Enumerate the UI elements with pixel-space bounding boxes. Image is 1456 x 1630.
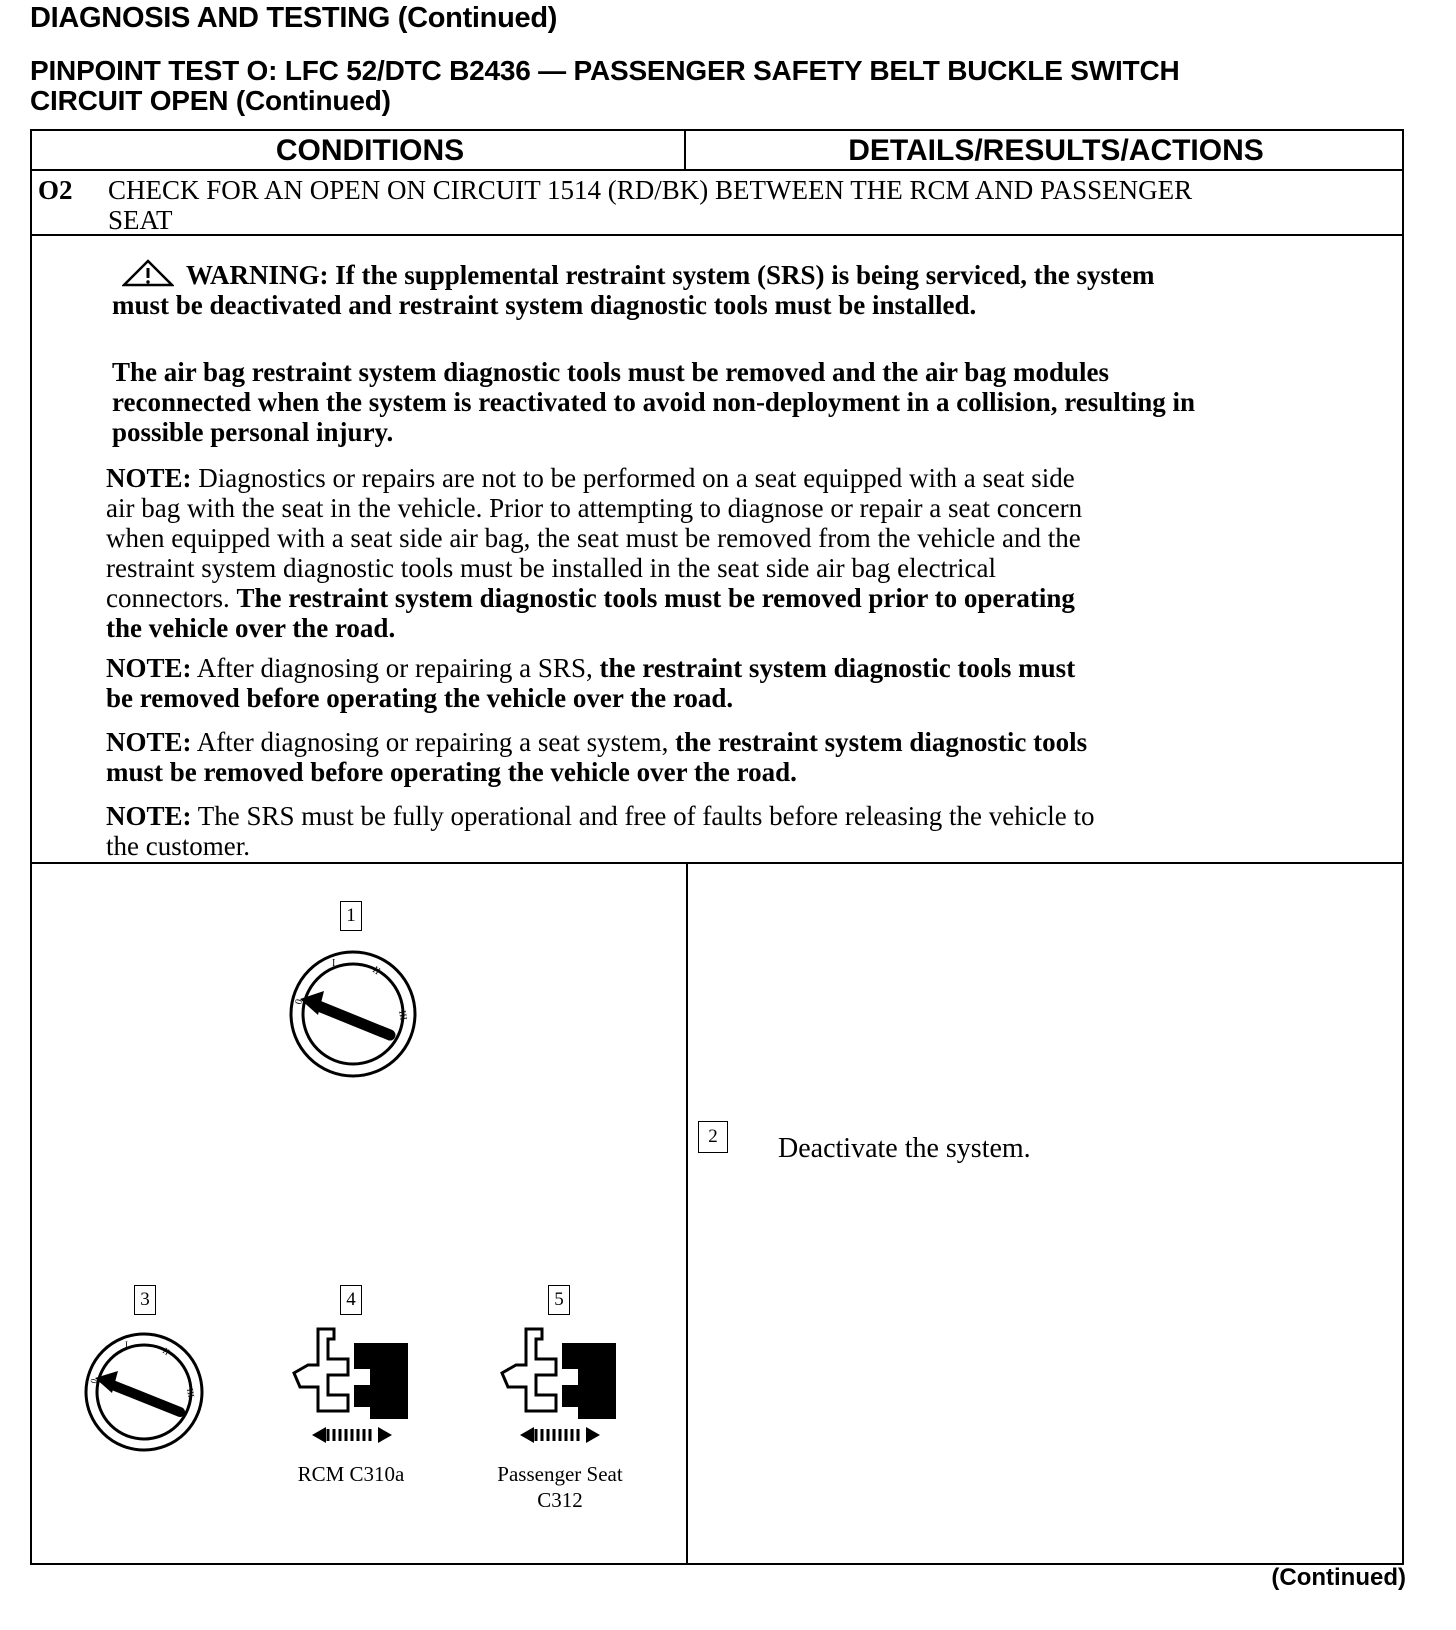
- warning-line-2: must be deactivated and restraint system diagnostic tools must be installed.: [112, 290, 977, 320]
- note-after-seat-system: [106, 727, 1196, 787]
- pinpoint-test-title: [30, 56, 1410, 116]
- ignition-switch-off-icon-2: [82, 1330, 206, 1454]
- note-text-bold: the vehicle over the road.: [106, 613, 396, 643]
- pinpoint-test-table: [30, 129, 1404, 1565]
- step-title-line-2: SEAT: [108, 205, 173, 235]
- note-text: connectors.: [106, 583, 237, 613]
- note-srs-operational: [106, 801, 1196, 861]
- details-column-header: DETAILS/RESULTS/ACTIONS: [848, 134, 1264, 167]
- note-text: restraint system diagnostic tools must be installed in the seat side air bag electrical: [106, 553, 997, 583]
- header-column-divider: [684, 131, 686, 171]
- warning-para2-line-3: possible personal injury.: [112, 417, 394, 447]
- note-text: After diagnosing or repairing a SRS,: [191, 653, 600, 683]
- ignition-mark: III: [185, 1387, 197, 1399]
- note-text-bold: be removed before operating the vehicle over the road.: [106, 683, 734, 713]
- test-title-line-2: CIRCUIT OPEN (Continued): [30, 85, 391, 116]
- warning-paragraph: [112, 259, 1342, 320]
- note-text: air bag with the seat in the vehicle. Prior to attempting to diagnose or repair a seat concern: [106, 493, 1083, 523]
- ignition-mark: 0: [88, 1377, 100, 1385]
- warning-text-1: WARNING: If the supplemental restraint system (SRS) is being serviced, the system: [186, 260, 1155, 290]
- ignition-mark: III: [396, 1009, 409, 1022]
- note-text: After diagnosing or repairing a seat system,: [191, 727, 676, 757]
- callout-5: 5: [548, 1285, 570, 1315]
- step-title: [108, 175, 1358, 235]
- warning-paragraph-2: [112, 357, 1342, 447]
- warning-triangle-icon: [122, 259, 174, 287]
- note-text-bold: the restraint system diagnostic tools: [675, 727, 1088, 757]
- conditions-column-header: CONDITIONS: [275, 134, 465, 167]
- note-after-srs: [106, 653, 1196, 713]
- note-label: NOTE:: [106, 801, 192, 831]
- continued-label: (Continued): [1271, 1564, 1406, 1591]
- note-text-bold: The restraint system diagnostic tools must be removed prior to operating: [236, 583, 1075, 613]
- warning-line-1: [112, 259, 1342, 290]
- note-label: NOTE:: [106, 653, 192, 683]
- callout-2: 2: [698, 1121, 728, 1153]
- caption-line: Passenger Seat: [497, 1462, 623, 1486]
- disconnect-connector-rcm-icon: [288, 1325, 414, 1449]
- ignition-switch-off-icon: [286, 947, 420, 1081]
- step-number: O2: [38, 175, 73, 205]
- note-text: The SRS must be fully operational and free of faults before releasing the vehicle to: [191, 801, 1095, 831]
- step-divider: [32, 234, 1402, 236]
- illustration-column-divider: [686, 863, 688, 1565]
- note-label: NOTE:: [106, 727, 192, 757]
- note-text: Diagnostics or repairs are not to be performed on a seat equipped with a seat side: [191, 463, 1075, 493]
- step-title-line-1: CHECK FOR AN OPEN ON CIRCUIT 1514 (RD/BK) BETWEEN THE RCM AND PASSENGER: [108, 175, 1193, 205]
- note-seat-side-airbag: [106, 463, 1196, 643]
- callout-1: 1: [340, 901, 362, 931]
- callout-4: 4: [340, 1285, 362, 1315]
- ignition-mark: II: [370, 964, 383, 978]
- note-text-bold: must be removed before operating the vehicle over the road.: [106, 757, 797, 787]
- test-title-line-1: PINPOINT TEST O: LFC 52/DTC B2436 — PASSENGER SAFETY BELT BUCKLE SWITCH: [30, 55, 1180, 86]
- disconnect-connector-seat-icon: [496, 1325, 622, 1449]
- action-deactivate-system: Deactivate the system.: [778, 1133, 1031, 1164]
- ignition-mark: 0: [293, 998, 306, 1006]
- callout-3: 3: [134, 1285, 156, 1315]
- note-text-bold: the restraint system diagnostic tools must: [599, 653, 1076, 683]
- warning-para2-line-1: The air bag restraint system diagnostic tools must be removed and the air bag modules: [112, 357, 1110, 387]
- caption-line: C312: [537, 1488, 583, 1512]
- ignition-mark: II: [160, 1345, 172, 1358]
- note-label: NOTE:: [106, 463, 192, 493]
- ignition-mark: I: [332, 958, 336, 969]
- note-text: when equipped with a seat side air bag, the seat must be removed from the vehicle and the: [106, 523, 1081, 553]
- page-title: DIAGNOSIS AND TESTING (Continued): [30, 2, 558, 34]
- warning-para2-line-2: reconnected when the system is reactivated to avoid non-deployment in a collision, resulting in: [112, 387, 1195, 417]
- notes-divider: [32, 862, 1402, 864]
- caption-passenger-seat-connector: [480, 1461, 640, 1513]
- caption-rcm-connector: RCM C310a: [297, 1462, 405, 1486]
- note-text: the customer.: [106, 831, 250, 861]
- ignition-mark: I: [125, 1340, 128, 1350]
- header-divider: [32, 169, 1402, 171]
